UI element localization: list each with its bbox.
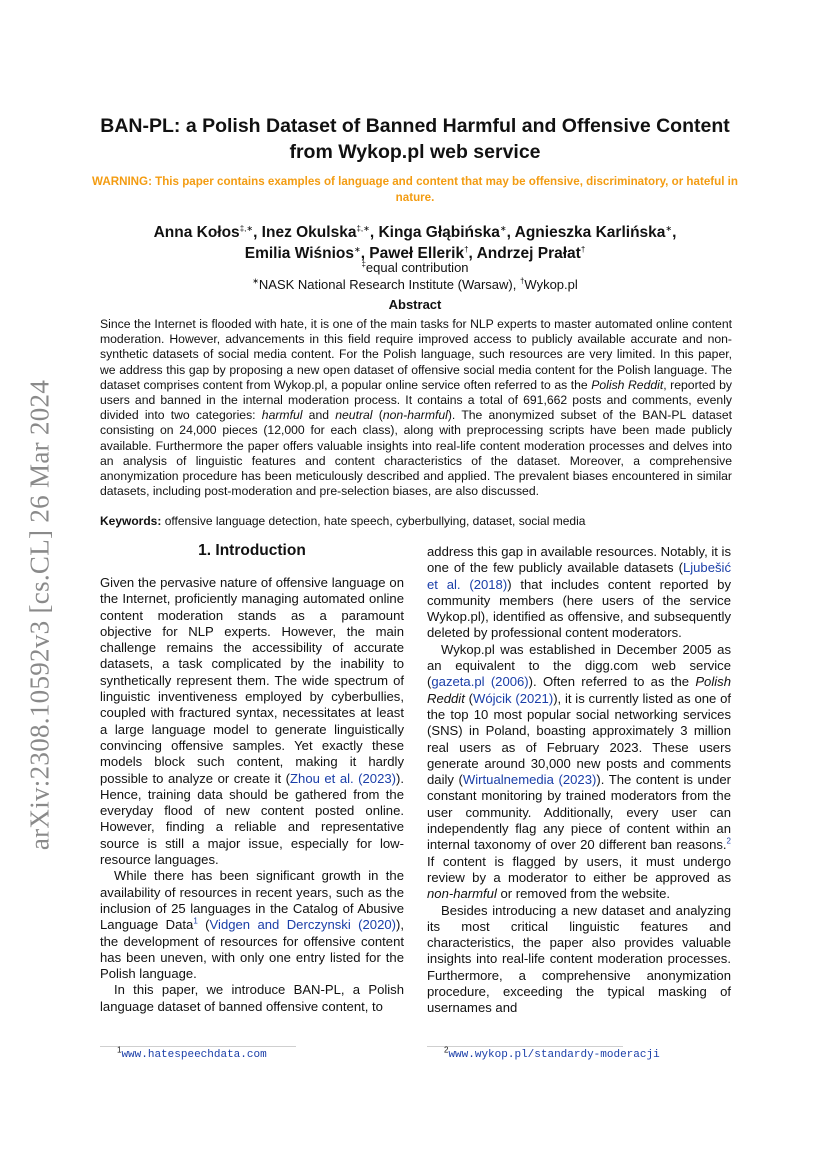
section-heading: 1. Introduction xyxy=(198,542,306,559)
paragraph-text: ( xyxy=(197,917,210,933)
abstract-emphasis: neutral xyxy=(335,408,373,423)
keywords-label: Keywords: xyxy=(100,514,162,528)
abstract-emphasis: harmful xyxy=(261,408,303,423)
abstract-emphasis: non-harmful xyxy=(382,408,448,423)
emphasis: non-harmful xyxy=(427,886,497,902)
citation-link[interactable]: Vidgen and Derczynski (2020) xyxy=(209,917,397,933)
citation-link[interactable]: Ljubešić et al. (2018) xyxy=(427,560,731,592)
citation-link[interactable]: Wójcik (2021) xyxy=(473,690,554,706)
title-line-1: BAN-PL: a Polish Dataset of Banned Harmful and Offensive Content xyxy=(100,115,730,137)
paragraph-text: ). The content is under constant monitoring by trained moderators from the user community. Additionally, every user can independently flag any piece of content within an internal taxonomy of over 20 different ban reasons. xyxy=(427,772,732,853)
paragraph-text: or removed from the website. xyxy=(496,886,671,902)
author-list xyxy=(90,222,740,264)
paragraph-text: ), it is currently listed as one of the top 10 most popular social networking services (SNS) in Poland, boasting approximately 3 million real users as of February 2023. These users generate around 30,000 new posts and comments daily ( xyxy=(427,690,731,788)
affiliation-text: equal contribution xyxy=(365,260,469,275)
affiliation-text: NASK National Research Institute (Warsaw), xyxy=(258,277,520,292)
paragraph xyxy=(427,544,731,642)
author-mark: ∗ xyxy=(353,244,361,254)
affiliation-mark: ∗ xyxy=(252,276,259,286)
footnote-url[interactable]: www.wykop.pl/standardy-moderacji xyxy=(448,1049,660,1061)
author-mark: ‡,∗ xyxy=(356,223,370,233)
author-mark: ‡,∗ xyxy=(239,223,254,233)
paragraph-text: ). Often referred to as the xyxy=(528,674,696,690)
abstract-text: ( xyxy=(372,408,383,423)
paragraph-text: ) that includes content reported by community members (here users of the service Wykop.pl), identified as offensive, and subsequently deleted by professional content moderators. xyxy=(427,576,731,641)
keywords-line xyxy=(100,514,732,529)
citation-link[interactable]: gazeta.pl (2006) xyxy=(431,674,529,690)
author-mark: † xyxy=(580,244,586,254)
paper-title xyxy=(90,113,740,165)
author-name: Emilia Wiśnios xyxy=(244,245,354,262)
footnote-ref[interactable]: 1 xyxy=(193,916,198,926)
author-name: Anna Kołos xyxy=(153,224,240,241)
paragraph-text: ( xyxy=(464,690,473,706)
footnote-1 xyxy=(117,1045,267,1061)
footnote-2 xyxy=(444,1045,660,1061)
paragraph-text: address this gap in available resources. Notably, it is one of the few publicly available datasets ( xyxy=(427,544,731,576)
citation-link[interactable]: Zhou et al. (2023) xyxy=(290,770,396,786)
content-warning: WARNING: This paper contains examples of language and content that may be offensive, discriminatory, or hateful in nature. xyxy=(92,175,738,204)
abstract-emphasis: Polish Reddit xyxy=(591,377,664,392)
author-separator: , xyxy=(672,224,677,241)
keywords-text: offensive language detection, hate speech, cyberbullying, dataset, social media xyxy=(161,514,586,528)
paragraph: Besides introducing a new dataset and analyzing its most critical linguistic features and characteristics, the paper also provides valuable insights into real-life content moderation processes. Furthermore, a comprehensive anonymization procedure, exceeding the typical masking of usernames and xyxy=(427,902,731,1016)
author-mark: ∗ xyxy=(499,223,507,233)
abstract-text: and xyxy=(302,408,336,423)
paragraph xyxy=(100,868,404,982)
title-line-2: from Wykop.pl web service xyxy=(289,141,541,163)
author-mark: ∗ xyxy=(665,223,673,233)
footnote-divider xyxy=(427,1046,623,1047)
affiliation-text: Wykop.pl xyxy=(524,277,578,292)
abstract-text: Since the Internet is flooded with hate, it is one of the main tasks for NLP experts to master automated online content moderation. However, advancements in this field require improved access to publicly available accurate and non-synthetic datasets of social media content. For the Polish language, such resources are very limited. In this paper, we address this gap by proposing a new open dataset of offensive social media content for the Polish language. The dataset comprises content from Wykop.pl, a popular online service often referred to as the xyxy=(100,317,732,392)
citation-link[interactable]: Wirtualnemedia (2023) xyxy=(462,772,597,788)
paragraph-text: Wykop.pl was established in December 2005 as an equivalent to the digg.com web service ( xyxy=(427,641,731,690)
author-mark: † xyxy=(464,244,469,254)
author-name: , Paweł Ellerik xyxy=(360,245,465,262)
author-name: , Inez Okulska xyxy=(253,224,357,241)
footnote-ref[interactable]: 2 xyxy=(726,836,731,846)
footnote-url[interactable]: www.hatespeechdata.com xyxy=(121,1049,267,1061)
affiliation-mark: ‡ xyxy=(361,259,366,269)
paragraph xyxy=(427,642,731,903)
author-name: , Kinga Głąbińska xyxy=(369,224,500,241)
paragraph xyxy=(100,575,404,868)
right-column xyxy=(427,544,731,1017)
affiliation-line-2 xyxy=(90,276,740,293)
footnote-number: 2 xyxy=(444,1045,449,1055)
abstract-body xyxy=(100,317,732,499)
arxiv-side-label xyxy=(0,0,60,1171)
abstract-text: ). The anonymized subset of the BAN-PL dataset consisting on 24,000 pieces (12,000 for each class), along with preprocessing scripts have been made publicly available. Furthermore the paper offers valuable insights into real-life content moderation processes and delves into an analysis of linguistic features and content characteristics of the dataset. Moreover, a comprehensive anonymization procedure has been meticulously described and applied. The prevalent biases encountered in similar datasets, including post-moderation and pre-selection biases, are also discussed. xyxy=(100,408,732,499)
footnote-divider xyxy=(100,1046,296,1047)
abstract-heading: Abstract xyxy=(388,297,442,312)
abstract-text: , reported by users and banned in the internal moderation process. It contains a total of 691,662 posts and comments, evenly divided into two categories: xyxy=(100,377,732,423)
author-name: , Agnieszka Karlińska xyxy=(506,224,666,241)
paragraph-text: ), the development of resources for offensive content has been uneven, with only one entry listed for the Polish language. xyxy=(100,917,405,982)
paragraph-text: Given the pervasive nature of offensive language on the Internet, proficiently managing automated online content moderation stands as a paramount objective for NLP experts. However, the main challenge remains the accessibility of accurate datasets, a task complicated by the inability to synthetically represent them. The wide spectrum of linguistic inventiveness employed by cyberbullies, coupled with fractured syntax, necessitates at least a large language model to generate linguistically convincing offensive samples. Yet exactly these models block such content, making it hardly possible to analyze or create it ( xyxy=(100,575,404,786)
affiliation-line-1 xyxy=(90,259,740,276)
footnote-number: 1 xyxy=(117,1045,122,1055)
paragraph-text: ). Hence, training data should be gathered from the everyday flood of new content posted online. However, finding a reliable and representative source is still a major issue, especially for low-resource languages. xyxy=(100,770,404,868)
arxiv-identifier: arXiv:2308.10592v3 [cs.CL] 26 Mar 2024 xyxy=(24,379,55,851)
paragraph-text: If content is flagged by users, it must undergo review by a moderator to either be approved as xyxy=(427,853,731,885)
left-column xyxy=(100,575,404,1015)
author-name: , Andrzej Prałat xyxy=(468,245,581,262)
emphasis: Polish Reddit xyxy=(427,674,731,706)
paragraph-text: While there has been significant growth in the availability of resources in recent years, such as the inclusion of 25 languages in the Catalog of Abusive Language Data xyxy=(100,868,404,933)
paragraph: In this paper, we introduce BAN-PL, a Polish language dataset of banned offensive content, to xyxy=(100,982,404,1014)
affiliation-mark: † xyxy=(519,276,525,286)
